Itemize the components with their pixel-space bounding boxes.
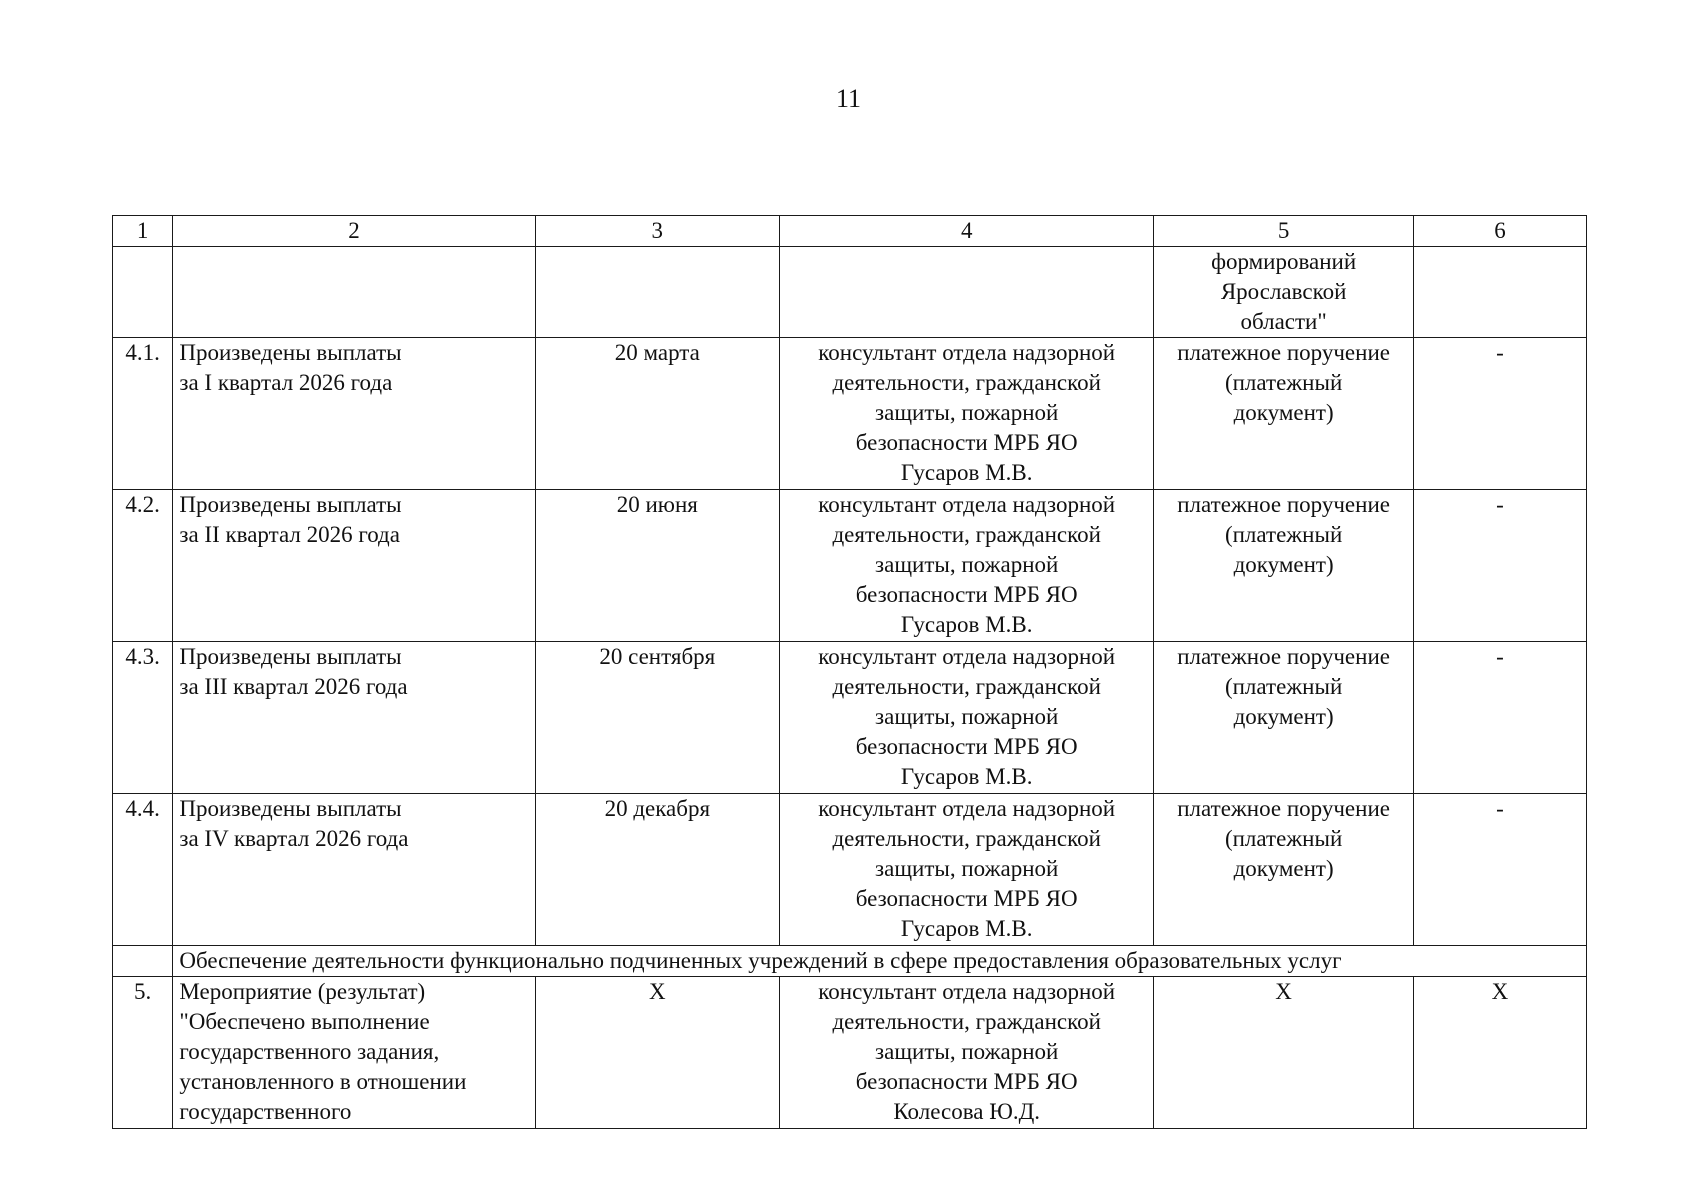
- table-header-row: [113, 216, 1587, 247]
- cell-empty: [535, 247, 779, 338]
- cell-number: 4.4.: [113, 794, 173, 946]
- column-header-6: 6: [1413, 216, 1586, 247]
- cell-empty: [1413, 247, 1586, 338]
- column-header-1: 1: [113, 216, 173, 247]
- table-row: [113, 642, 1587, 794]
- cell-description: Произведены выплаты за III квартал 2026 года: [173, 642, 535, 794]
- section-title: Обеспечение деятельности функционально подчиненных учреждений в сфере предоставления образовательных услуг: [173, 946, 1587, 977]
- cell-col6: -: [1413, 490, 1586, 642]
- cell-date: 20 марта: [535, 338, 779, 490]
- cell-description: Произведены выплаты за IV квартал 2026 года: [173, 794, 535, 946]
- cell-empty: [113, 946, 173, 977]
- cell-description: Произведены выплаты за I квартал 2026 года: [173, 338, 535, 490]
- table-row: [113, 977, 1587, 1129]
- cell-date: 20 декабря: [535, 794, 779, 946]
- page-number: 11: [835, 84, 862, 113]
- cell-description: Произведены выплаты за II квартал 2026 года: [173, 490, 535, 642]
- column-header-5: 5: [1154, 216, 1414, 247]
- cell-col6: -: [1413, 642, 1586, 794]
- column-header-2: 2: [173, 216, 535, 247]
- cell-document: платежное поручение (платежный документ): [1154, 642, 1414, 794]
- cell-col6: X: [1413, 977, 1586, 1129]
- cell-document: X: [1154, 977, 1414, 1129]
- column-header-4: 4: [780, 216, 1154, 247]
- plan-table: [112, 215, 1587, 1129]
- table-row-continuation: [113, 247, 1587, 338]
- table-row: [113, 338, 1587, 490]
- cell-empty: [780, 247, 1154, 338]
- column-header-3: 3: [535, 216, 779, 247]
- cell-number: 4.2.: [113, 490, 173, 642]
- cell-responsible: консультант отдела надзорной деятельности, гражданской защиты, пожарной безопасности МРБ ЯО Колесова Ю.Д.: [780, 977, 1154, 1129]
- cell-responsible: консультант отдела надзорной деятельности, гражданской защиты, пожарной безопасности МРБ ЯО Гусаров М.В.: [780, 490, 1154, 642]
- cell-document: платежное поручение (платежный документ): [1154, 490, 1414, 642]
- section-row: [113, 946, 1587, 977]
- cell-date: X: [535, 977, 779, 1129]
- cell-col6: -: [1413, 794, 1586, 946]
- cell-document-continuation: формирований Ярославской области": [1154, 247, 1414, 338]
- cell-document: платежное поручение (платежный документ): [1154, 338, 1414, 490]
- cell-empty: [113, 247, 173, 338]
- cell-number: 4.3.: [113, 642, 173, 794]
- table-row: [113, 794, 1587, 946]
- cell-date: 20 сентября: [535, 642, 779, 794]
- cell-number: 4.1.: [113, 338, 173, 490]
- cell-description: Мероприятие (результат) "Обеспечено выполнение государственного задания, установленного в отношении государственного: [173, 977, 535, 1129]
- cell-responsible: консультант отдела надзорной деятельности, гражданской защиты, пожарной безопасности МРБ ЯО Гусаров М.В.: [780, 642, 1154, 794]
- cell-empty: [173, 247, 535, 338]
- cell-responsible: консультант отдела надзорной деятельности, гражданской защиты, пожарной безопасности МРБ ЯО Гусаров М.В.: [780, 338, 1154, 490]
- table-row: [113, 490, 1587, 642]
- cell-responsible: консультант отдела надзорной деятельности, гражданской защиты, пожарной безопасности МРБ ЯО Гусаров М.В.: [780, 794, 1154, 946]
- cell-document: платежное поручение (платежный документ): [1154, 794, 1414, 946]
- cell-number: 5.: [113, 977, 173, 1129]
- cell-col6: -: [1413, 338, 1586, 490]
- cell-date: 20 июня: [535, 490, 779, 642]
